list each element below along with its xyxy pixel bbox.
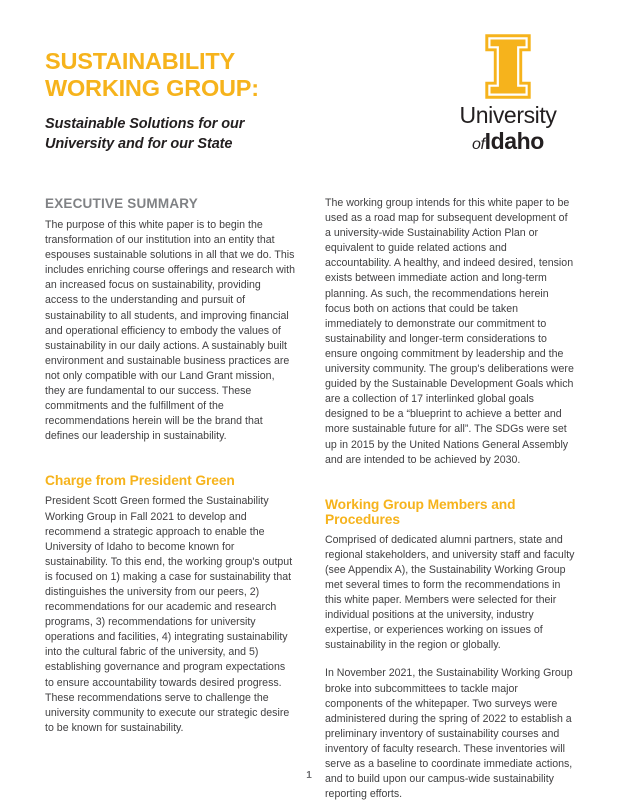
paragraph-charge-from-president-green: President Scott Green formed the Sustainability Working Group in Fall 2021 to develop and recommend a strategic approach to enable the University of Idaho to become known for sustainability. To this end, the working group's output is focused on 1) making a case for sustainability that distinguishes the university from our peers, 2) recommendations for our academic and research programs, 3) recommendations for university operations and facilities, 4) integrating sustainability into the cultural fabric of the university, and 5) establishing governance and program expectations to ensure accountability towards desired progress. These recommendations serve to challenge the university community to execute our strategic desire to be known for sustainability. <box>45 495 293 734</box>
wordmark-of: of <box>472 136 485 153</box>
right-column <box>325 196 575 800</box>
document-subtitle <box>45 115 345 154</box>
block-i-icon <box>443 33 573 100</box>
section-spacer <box>325 481 575 497</box>
document-subtitle-line1: Sustainable Solutions for our <box>45 116 245 132</box>
paragraph-executive-summary: The purpose of this white paper is to begin the transformation of our institution into an entity that espouses sustainable solutions in all that we do. This includes enriching course offerings and research with an increased focus on sustainability, providing access to the understanding and pursuit of sustainability to all students, and improving financial and operational efficiency to embody the values of sustainability in our daily actions. A sustainably built environment and sustainable business practices are not only compatible with our Land Grant mission, they are fundamental to our success. These commitments and the fulfillment of the recommendations herein will be the brand that defines our leadership in sustainability. <box>45 219 296 443</box>
document-title <box>45 48 345 102</box>
document-title-line1: SUSTAINABILITY <box>45 48 235 74</box>
two-column-body <box>45 196 575 800</box>
left-column <box>45 196 295 800</box>
document-title-line2: WORKING GROUP: <box>45 75 259 101</box>
paragraph-subcommittees-surveys: In November 2021, the Sustainability Working Group broke into subcommittees to tackle major components of the whitepaper. Two surveys were administered during the spring of 2022 to establish a preliminary inventory of sustainability courses and inventory of faculty research. These inventories will serve as a baseline to coordinate immediate actions, and to build upon our campus-wide sustainability reporting efforts. <box>325 667 573 800</box>
document-header <box>0 0 618 175</box>
section-heading-executive-summary: EXECUTIVE SUMMARY <box>45 196 198 211</box>
university-logo <box>443 33 573 153</box>
page-number: 1 <box>306 770 312 781</box>
paragraph-working-group-composition: Comprised of dedicated alumni partners, state and regional stakeholders, and university staff and faculty (see Appendix A), the Sustainability Working Group met several times to form the recommendations in this white paper. Members were selected for their individual positions at the university, industry expertise, or experiences working on issues of sustainability in the region or globally. <box>325 533 575 652</box>
section-spacer <box>45 457 295 473</box>
wordmark-of-idaho <box>443 130 573 153</box>
section-heading-working-group-members-and-procedures: Working Group Members and Procedures <box>325 496 516 527</box>
title-block <box>45 48 345 154</box>
wordmark-idaho: Idaho <box>484 128 544 154</box>
university-wordmark <box>443 104 573 153</box>
document-subtitle-line2: University and for our State <box>45 135 233 152</box>
wordmark-university: University <box>459 102 557 128</box>
paragraph-road-map: The working group intends for this white paper to be used as a road map for subsequent development of a university-wide Sustainability Action Plan or equivalent to guide related actions and accountability. A healthy, and indeed desired, tension exists between immediate action and long-term planning. As such, the recommendations herein focus both on actions that could be taken immediately to demonstrate our commitment to sustainability and longer-term considerations to ensure ongoing commitment by leadership and the university community. The group's deliberations were guided by the Sustainable Development Goals which are a collection of 17 interlinked global goals designed to be a “blueprint to achieve a better and more sustainable future for all”. The SDGs were set up in 2015 by the United Nations General Assembly and are intended to be achieved by 2030. <box>325 197 574 466</box>
section-heading-charge-from-president-green: Charge from President Green <box>45 473 235 489</box>
